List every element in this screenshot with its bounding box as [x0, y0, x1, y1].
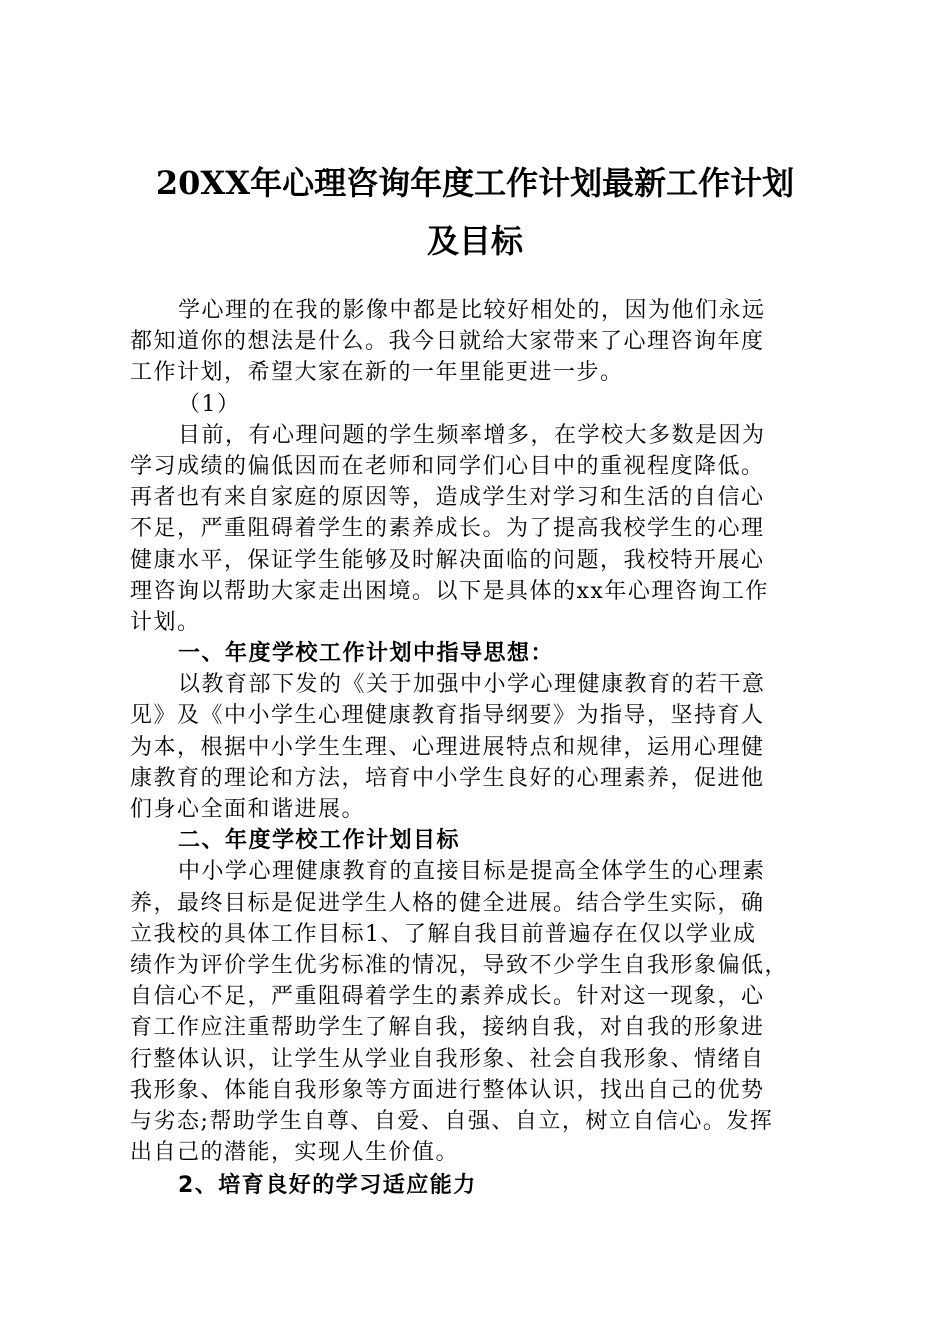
paragraph-line: 学心理的在我的影像中都是比较好相处的，因为他们永远: [178, 298, 766, 323]
paragraph-line: 们身心全面和谐进展。: [130, 797, 366, 822]
paragraph-line: 再者也有来自家庭的原因等，造成学生对学习和生活的自信心: [130, 485, 765, 511]
section-heading: 二、年度学校工作计划目标: [178, 828, 461, 854]
paragraph-line: 行整体认识，让学生从学业自我形象、社会自我形象、情绪自: [130, 1046, 765, 1072]
paragraph-line: 自信心不足，严重阻碍着学生的素养成长。针对这一现象，心: [130, 984, 765, 1010]
paragraph-line: 养，最终目标是促进学生人格的健全进展。结合学生实际，确: [130, 890, 765, 916]
section-heading: 一、年度学校工作计划中指导思想：: [178, 641, 555, 667]
paragraph-line: 以教育部下发的《关于加强中小学心理健康教育的若干意: [178, 672, 766, 698]
paragraph-line: 出自己的潜能，实现人生价值。: [130, 1140, 460, 1166]
paragraph-line: 康教育的理论和方法，培育中小学生良好的心理素养，促进他: [130, 765, 765, 791]
paragraph-line: 与劣态;帮助学生自尊、自爱、自强、自立，树立自信心。发挥: [130, 1108, 774, 1134]
paragraph-line: 计划。: [130, 609, 201, 635]
paragraph-line: 目前，有心理问题的学生频率增多，在学校大多数是因为: [178, 422, 766, 448]
paragraph-line: 立我校的具体工作目标1、了解自我目前普遍存在仅以学业成: [130, 921, 757, 947]
paragraph-line: 都知道你的想法是什么。我今日就给大家带来了心理咨询年度: [130, 329, 765, 355]
paragraph-line: 为本，根据中小学生生理、心理进展特点和规律，运用心理健: [130, 734, 765, 760]
paragraph-line: 工作计划，希望大家在新的一年里能更进一步。: [130, 360, 624, 386]
document-title-line-2: 及目标: [426, 222, 523, 260]
paragraph-line: 学习成绩的偏低因而在老师和同学们心目中的重视程度降低。: [130, 453, 765, 479]
paragraph-line: 育工作应注重帮助学生了解自我，接纳自我，对自我的形象进: [130, 1015, 765, 1041]
paragraph-line: （1）: [178, 391, 241, 417]
paragraph-line: 健康水平，保证学生能够及时解决面临的问题，我校特开展心: [130, 547, 765, 573]
paragraph-line: 不足，严重阻碍着学生的素养成长。为了提高我校学生的心理: [130, 516, 765, 542]
paragraph-line: 中小学心理健康教育的直接目标是提高全体学生的心理素: [178, 859, 766, 885]
section-heading: 2、培育良好的学习适应能力: [178, 1173, 477, 1199]
paragraph-line: 绩作为评价学生优劣标准的情况，导致不少学生自我形象偏低，: [130, 952, 789, 978]
document-body: [130, 295, 830, 1201]
paragraph-line: 见》及《中小学生心理健康教育指导纲要》为指导，坚持育人: [130, 703, 765, 729]
document-title-line-1: 20XX年心理咨询年度工作计划最新工作计划: [155, 164, 795, 202]
paragraph-line: 我形象、体能自我形象等方面进行整体认识，找出自己的优势: [130, 1077, 765, 1103]
paragraph-line: 理咨询以帮助大家走出困境。以下是具体的xx年心理咨询工作: [130, 578, 769, 604]
